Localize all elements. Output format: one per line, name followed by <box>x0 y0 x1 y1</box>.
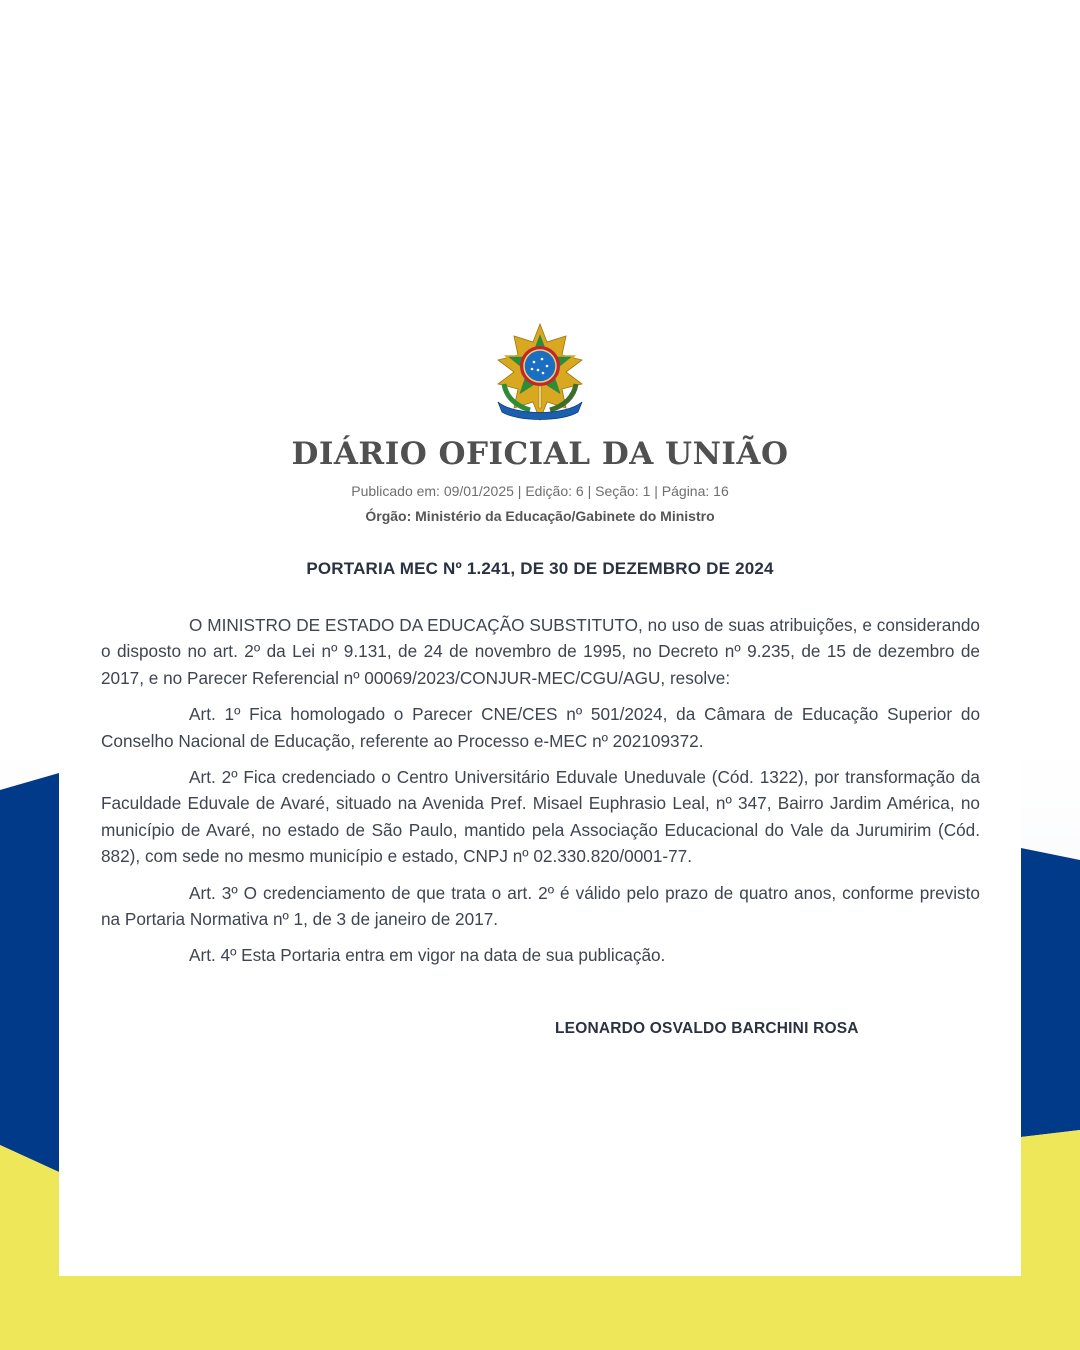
brazil-coat-of-arms-icon <box>490 322 590 422</box>
preamble-paragraph: O MINISTRO DE ESTADO DA EDUCAÇÃO SUBSTITUTO, no uso de suas atribuições, e considerando o disposto no art. 2º da Lei nº 9.131, de 24 de novembro de 1995, no Decreto nº 9.235, de 15 de dezembro de 2017, e no Parecer Referencial nº 00069/2023/CONJUR-MEC/CGU/AGU, resolve: <box>101 615 980 688</box>
navy-band-right <box>1021 848 1080 1137</box>
publication-info: Publicado em: 09/01/2025 | Edição: 6 | Seção: 1 | Página: 16 <box>351 483 729 499</box>
document-body <box>101 612 980 979</box>
navy-band-left <box>0 773 59 1172</box>
article-3-paragraph: Art. 3º O credenciamento de que trata o art. 2º é válido pelo prazo de quatro anos, conforme previsto na Portaria Normativa nº 1, de 3 de janeiro de 2017. <box>101 882 980 930</box>
article-2-paragraph: Art. 2º Fica credenciado o Centro Universitário Eduvale Uneduvale (Cód. 1322), por transformação da Faculdade Eduvale de Avaré, situado na Avenida Pref. Misael Euphrasio Leal, nº 347, Bairro Jardim América, no município de Avaré, no estado de São Paulo, mantido pela Associação Educacional do Vale da Jurumirim (Cód. 882), com sede no mesmo município e estado, CNPJ nº 02.330.820/0001-77. <box>101 767 980 867</box>
gazette-title: DIÁRIO OFICIAL DA UNIÃO <box>291 436 789 472</box>
portaria-heading: PORTARIA MEC Nº 1.241, DE 30 DE DEZEMBRO DE 2024 <box>306 559 774 578</box>
article-1-paragraph: Art. 1º Fica homologado o Parecer CNE/CES nº 501/2024, da Câmara de Educação Superior do Conselho Nacional de Educação, referente ao Processo e-MEC nº 202109372. <box>101 704 980 751</box>
article-4-paragraph: Art. 4º Esta Portaria entra em vigor na data de sua publicação. <box>189 945 666 966</box>
signature-name: LEONARDO OSVALDO BARCHINI ROSA <box>555 1020 859 1037</box>
issuing-body: Órgão: Ministério da Educação/Gabinete do Ministro <box>365 508 715 524</box>
